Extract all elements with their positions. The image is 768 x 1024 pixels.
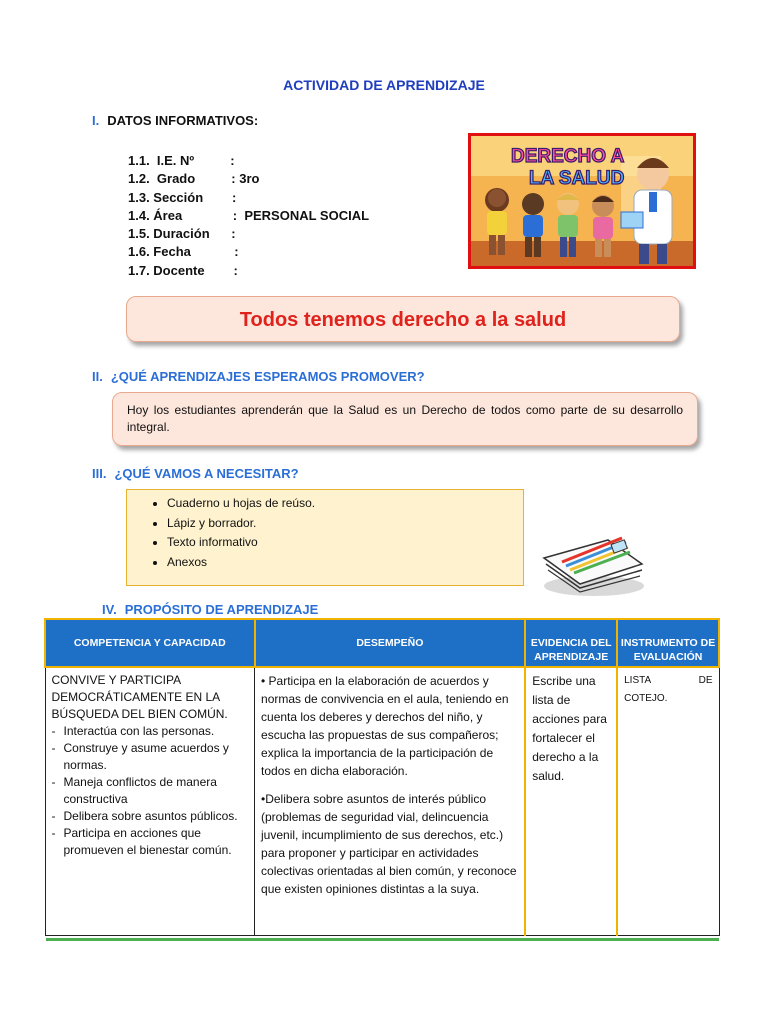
capacidad-item: - Participa en acciones que promueven el bienestar común. — [52, 825, 249, 859]
header-competencia: COMPETENCIA Y CAPACIDAD — [45, 619, 255, 667]
proposito-table — [44, 618, 720, 936]
capacidad-item: - Construye y asume acuerdos y normas. — [52, 740, 249, 774]
material-item: • Cuaderno u hojas de reúso. — [167, 494, 523, 514]
capacidades-list — [52, 723, 249, 859]
material-item: • Lápiz y borrador. — [167, 514, 523, 534]
datos-informativos-list — [128, 152, 369, 280]
capacidad-item: - Interactúa con las personas. — [52, 723, 249, 740]
competencia-title: CONVIVE Y PARTICIPA DEMOCRÁTICAMENTE EN LA BÚSQUEDA DEL BIEN COMÚN. — [51, 673, 228, 721]
capacidad-item: - Maneja conflictos de manera constructiva — [52, 774, 249, 808]
banner-illustration — [471, 136, 693, 266]
section-number: II. — [92, 369, 103, 384]
materials-list — [147, 494, 523, 572]
section-label: ¿QUÉ APRENDIZAJES ESPERAMOS PROMOVER? — [110, 369, 425, 384]
section-proposito-heading — [102, 602, 318, 617]
dato-ie: 1.1. I.E. Nº : — [128, 153, 235, 168]
section-necesitar-heading — [92, 466, 299, 481]
dato-fecha: 1.6. Fecha : — [128, 244, 239, 260]
section-label: PROPÓSITO DE APRENDIZAJE — [124, 602, 319, 617]
banner-title-line1: DERECHO A — [511, 146, 625, 167]
dato-area: 1.4. Área : PERSONAL SOCIAL — [128, 207, 370, 223]
section-number: I. — [92, 113, 100, 128]
instrumento-cell — [617, 667, 719, 935]
section-number: III. — [92, 466, 107, 481]
material-item: • Texto informativo — [167, 533, 523, 553]
activity-title-box: Todos tenemos derecho a la salud — [126, 296, 680, 342]
table-bottom-rule — [46, 938, 719, 941]
materials-box — [126, 489, 524, 586]
material-item: • Anexos — [167, 553, 523, 573]
desempeno-item: • Participa en la elaboración de acuerdos y normas de convivencia en el aula, teniendo en cuenta los deberes y derechos del niño, y escucha las propuestas de sus compañeros; explica la importancia de la participación de todos en dicha elaboración. — [261, 674, 509, 778]
header-instrumento: INSTRUMENTO DE EVALUACIÓN — [617, 619, 719, 667]
capacidad-item: - Delibera sobre asuntos públicos. — [52, 808, 249, 825]
learning-description-box: Hoy los estudiantes aprenderán que la Salud es un Derecho de todos como parte de su desarrollo integral. — [112, 392, 698, 446]
derecho-salud-banner-image — [468, 133, 696, 269]
notebook-pencils-clipart — [538, 520, 646, 600]
dato-docente: 1.7. Docente : — [128, 262, 238, 278]
competencia-cell — [45, 667, 255, 935]
instrumento-text: LISTA DE COTEJO. — [624, 675, 713, 704]
banner-title-line2: LA SALUD — [529, 168, 625, 189]
section-label: DATOS INFORMATIVOS: — [107, 113, 259, 128]
section-number: IV. — [102, 602, 117, 617]
evidencia-text: Escribe una lista de acciones para fortalecer el derecho a la salud. — [532, 674, 607, 783]
desempeno-cell — [255, 667, 526, 935]
header-evidencia: EVIDENCIA DEL APRENDIZAJE — [525, 619, 617, 667]
dato-duracion: 1.5. Duración : — [128, 226, 236, 242]
section-label: ¿QUÉ VAMOS A NECESITAR? — [114, 466, 299, 481]
dato-grado: 1.2. Grado : 3ro — [128, 171, 260, 187]
dato-seccion: 1.3. Sección : — [128, 189, 237, 205]
document-title: ACTIVIDAD DE APRENDIZAJE — [283, 77, 485, 93]
evidencia-cell — [525, 667, 617, 935]
desempeno-item: •Delibera sobre asuntos de interés público (problemas de seguridad vial, delincuencia juvenil, incumplimiento de sus derechos, etc.) para proponer y participar en actividades colectivas orientadas al bien común, y reconoce que existen opiniones distintas a la suya. — [261, 792, 517, 896]
header-desempeno: DESEMPEÑO — [255, 619, 526, 667]
section-datos-heading — [92, 113, 258, 128]
section-aprendizajes-heading — [92, 369, 425, 384]
